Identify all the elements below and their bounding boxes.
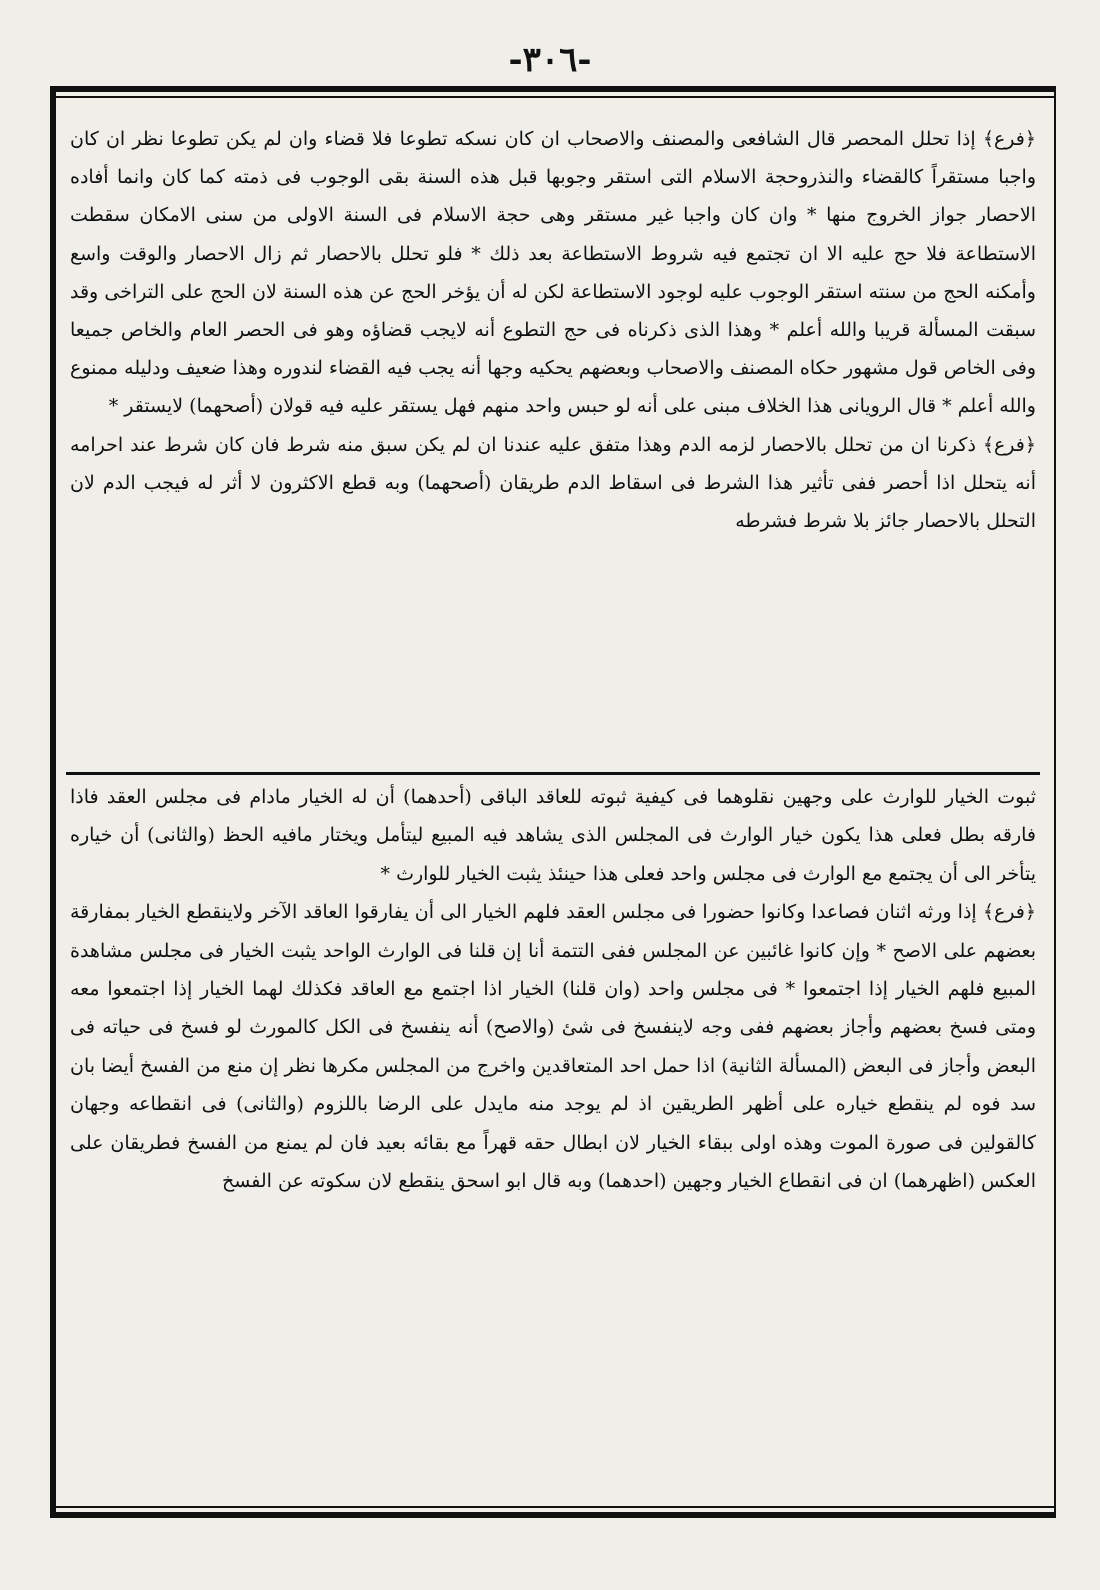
top-rule [50,86,1056,98]
main-paragraph-2: ﴿فرع﴾ ذكرنا ان من تحلل بالاحصار لزمه الدم وهذا متفق عليه عندنا ان لم يكن سبق منه شرط فان كان شرط عند احرامه أنه يتحلل اذا أحصر ففى تأثير هذا الشرط فى اسقاط الدم طريقان (أصحهما) وبه قطع الاكثرون لا أثر له فيجب الدم لان التحلل بالاحصار جائز بلا شرط فشرطه [70,433,1036,533]
main-text-block [70,120,1036,768]
page-number: -٣٠٦- [508,40,592,80]
bottom-rule [50,1506,1056,1518]
section-divider [66,772,1040,775]
main-paragraph-1: ﴿فرع﴾ إذا تحلل المحصر قال الشافعى والمصنف والاصحاب ان كان نسكه تطوعا فلا قضاء وان لم يكن تطوعا نظر ان كان واجبا مستقراً كالقضاء والنذروحجة الاسلام التى استقر وجوبها قبل هذه السنة بقى الوجوب فى ذمته كما كان وانما أفاده الاحصار جواز الخروج منها * وان كان واجبا غير مستقر وهى حجة الاسلام فى السنة الاولى من سنى الامكان سقطت الاستطاعة فلا حج عليه الا ان تجتمع فيه شروط الاستطاعة بعد ذلك * فلو تحلل بالاحصار ثم زال الاحصار والوقت واسع وأمكنه الحج من سنته استقر الوجوب عليه لوجود الاستطاعة لكن له أن يؤخر الحج عن هذه السنة لان الحج على التراخى وقد سبقت المسألة قريبا والله أعلم * وهذا الذى ذكرناه فى حج التطوع أنه لايجب قضاؤه وهو فى الحصر العام والخاص جميعا وفى الخاص قول مشهور حكاه المصنف والاصحاب وبعضهم يحكيه وجها أنه يجب فيه القضاء لندوره وهذا ضعيف ودليله ممنوع والله أعلم * قال الرويانى هذا الخلاف مبنى على أنه لو حبس واحد منهم فهل يستقر عليه فيه قولان (أصحهما) لايستقر * [70,128,1036,418]
commentary-text-block [70,778,1036,1502]
commentary-paragraph-2: ﴿فرع﴾ إذا ورثه اثنان فصاعدا وكانوا حضورا فى مجلس العقد فلهم الخيار الى أن يفارقوا العاقد الآخر ولاينقطع الخيار بمفارقة بعضهم على الاصح * وإن كانوا غائبين عن المجلس ففى التتمة أنا إن قلنا فى الوارث الواحد يثبت الخيار فى مجلس مشاهدة المبيع فلهم الخيار إذا اجتمعوا * فى مجلس واحد (وان قلنا) الخيار اذا اجتمع مع العاقد فكذلك لهما الخيار إذا اجتمعوا معه ومتى فسخ بعضهم وأجاز بعضهم ففى وجه لاينفسخ فى شئ (والاصح) أنه ينفسخ فى الكل كالمورث لو فسخ فى حياته فى البعض وأجاز فى البعض (المسألة الثانية) اذا حمل احد المتعاقدين واخرج من المجلس مكرها نظر إن منع من الفسخ أيضا بان سد فوه لم ينقطع خياره على أظهر الطريقين اذ لم يوجد منه مايدل على الرضا باللزوم (والثانى) فى انقطاعه وجهان كالقولين فى صورة الموت وهذه اولى ببقاء الخيار لان ابطال حقه قهراً مع بقائه بعيد فان لم يمنع من الفسخ فطريقان على العكس (اظهرهما) ان فى انقطاع الخيار وجهين (احدهما) وبه قال ابو اسحق ينقطع لان سكوته عن الفسخ [70,901,1036,1193]
commentary-paragraph-1: ثبوت الخيار للوارث على وجهين نقلوهما فى كيفية ثبوته للعاقد الباقى (أحدهما) أن له الخيار مادام فى مجلس العقد فاذا فارقه بطل فعلى هذا يكون خيار الوارث فى المجلس الذى يشاهد فيه المبيع ليتأمل ويختار مافيه الحظ (والثانى) أن خياره يتأخر الى أن يجتمع مع الوارث فى مجلس واحد فعلى هذا حينئذ يثبت الخيار للوارث * [70,786,1036,885]
